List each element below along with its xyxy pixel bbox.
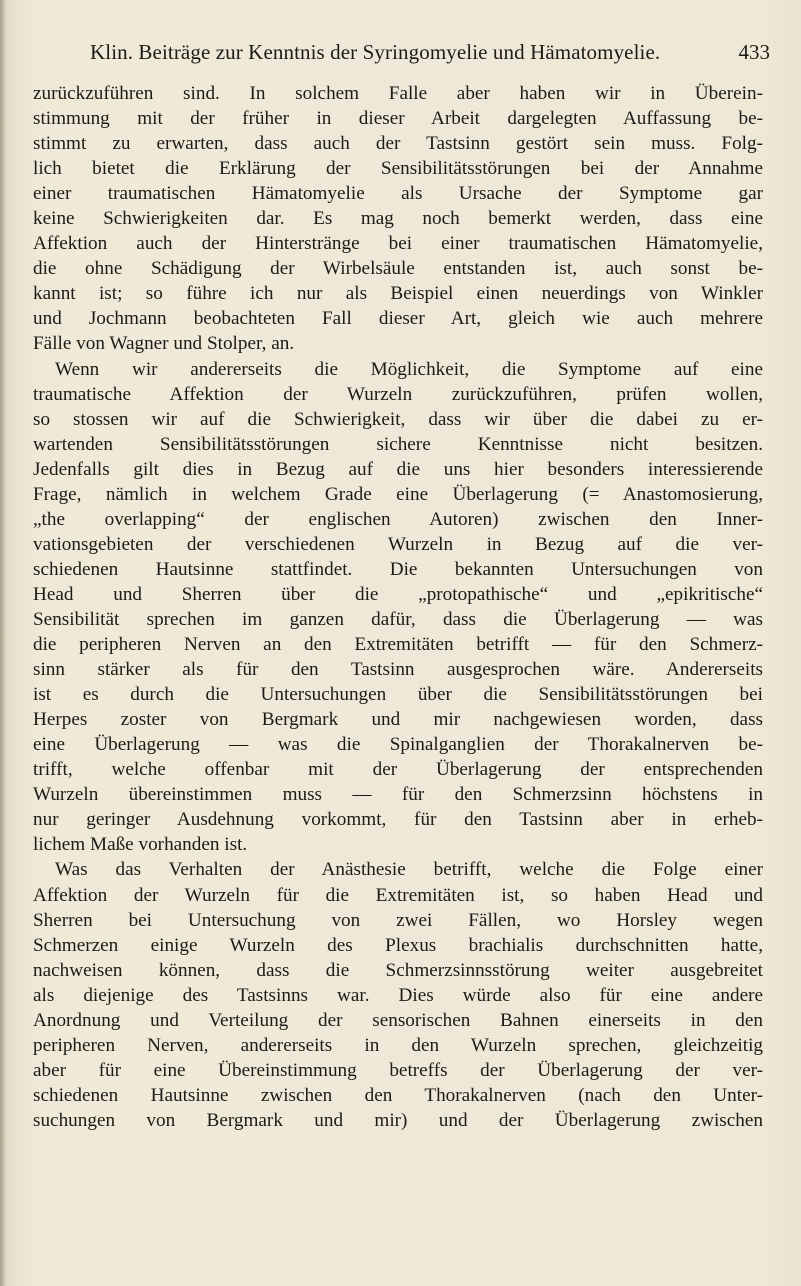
text-line: vationsgebieten der verschiedenen Wurzeln in Bezug auf die ver- [33, 533, 763, 555]
text-line: Affektion der Wurzeln für die Extremitäten ist, so haben Head und [33, 884, 763, 906]
text-line: Affektion auch der Hinterstränge bei einer traumatischen Hämatomyelie, [33, 233, 763, 255]
running-title: Klin. Beiträge zur Kenntnis der Syringomyelie und Hämatomyelie. [90, 40, 661, 64]
text-line: nachweisen können, dass die Schmerzsinnsstörung weiter ausgebreitet [33, 959, 763, 981]
text-line: so stossen wir auf die Schwierigkeit, dass wir über die dabei zu er- [33, 408, 763, 430]
text-line: ist es durch die Untersuchungen über die Sensibilitätsstörungen bei [33, 684, 763, 706]
text-line: stimmt zu erwarten, dass auch der Tastsinn gestört sein muss. Folg- [33, 133, 763, 155]
text-line: und Jochmann beobachteten Fall dieser Art, gleich wie auch mehrere [33, 308, 763, 330]
text-line: Jedenfalls gilt dies in Bezug auf die uns hier besonders interessierende [33, 458, 763, 480]
text-line: die peripheren Nerven an den Extremitäten betrifft — für den Schmerz- [33, 634, 763, 656]
text-line: Frage, nämlich in welchem Grade eine Überlagerung (= Anastomosierung, [33, 483, 763, 505]
text-line: Sensibilität sprechen im ganzen dafür, dass die Überlagerung — was [33, 608, 763, 630]
text-line: schiedenen Hautsinne stattfindet. Die bekannten Untersuchungen von [33, 558, 763, 580]
text-line: traumatische Affektion der Wurzeln zurückzuführen, prüfen wollen, [33, 383, 763, 405]
page-number: 433 [738, 40, 770, 64]
binding-shadow [0, 0, 6, 1286]
text-line: „the overlapping“ der englischen Autoren) zwischen den Inner- [33, 508, 763, 530]
text-line: einer traumatischen Hämatomyelie als Ursache der Symptome gar [33, 183, 763, 205]
text-line: Fälle von Wagner und Stolper, an. [33, 333, 295, 355]
text-line: Wurzeln übereinstimmen muss — für den Schmerzsinn höchstens in [33, 784, 763, 806]
text-line: aber für eine Übereinstimmung betreffs der Überlagerung der ver- [33, 1059, 763, 1081]
text-line: lich bietet die Erklärung der Sensibilitätsstörungen bei der Annahme [33, 158, 763, 180]
text-line: suchungen von Bergmark und mir) und der Überlagerung zwischen [33, 1109, 763, 1131]
text-line: Herpes zoster von Bergmark und mir nachgewiesen worden, dass [33, 709, 763, 731]
text-line: kannt ist; so führe ich nur als Beispiel einen neuerdings von Winkler [33, 283, 763, 305]
text-line: zurückzuführen sind. In solchem Falle aber haben wir in Überein- [33, 83, 763, 104]
text-line: Wenn wir andererseits die Möglichkeit, die Symptome auf eine [55, 358, 763, 380]
text-line: Sherren bei Untersuchung von zwei Fällen, wo Horsley wegen [33, 909, 763, 931]
text-line: sinn stärker als für den Tastsinn ausgesprochen wäre. Andererseits [33, 659, 763, 681]
text-line: nur geringer Ausdehnung vorkommt, für den Tastsinn aber in erheb- [33, 809, 763, 831]
body-text [33, 81, 763, 1133]
text-line: trifft, welche offenbar mit der Überlagerung der entsprechenden [33, 759, 763, 781]
text-line: Head und Sherren über die „protopathische“ und „epikritische“ [33, 583, 763, 605]
text-line: Was das Verhalten der Anästhesie betrifft, welche die Folge einer [55, 859, 763, 881]
text-line: wartenden Sensibilitätsstörungen sichere Kenntnisse nicht besitzen. [33, 433, 763, 455]
text-line: peripheren Nerven, andererseits in den Wurzeln sprechen, gleichzeitig [33, 1034, 763, 1056]
text-line: schiedenen Hautsinne zwischen den Thorakalnerven (nach den Unter- [33, 1084, 763, 1106]
text-line: die ohne Schädigung der Wirbelsäule entstanden ist, auch sonst be- [33, 258, 763, 280]
page-header [90, 40, 770, 70]
text-line: Anordnung und Verteilung der sensorischen Bahnen einerseits in den [33, 1009, 763, 1031]
text-line: als diejenige des Tastsinns war. Dies würde also für eine andere [33, 984, 763, 1006]
text-line: lichem Maße vorhanden ist. [33, 834, 248, 856]
text-line: stimmung mit der früher in dieser Arbeit dargelegten Auffassung be- [33, 108, 763, 130]
text-line: eine Überlagerung — was die Spinalganglien der Thorakalnerven be- [33, 734, 763, 756]
text-line: Schmerzen einige Wurzeln des Plexus brachialis durchschnitten hatte, [33, 934, 763, 956]
text-line: keine Schwierigkeiten dar. Es mag noch bemerkt werden, dass eine [33, 208, 763, 230]
